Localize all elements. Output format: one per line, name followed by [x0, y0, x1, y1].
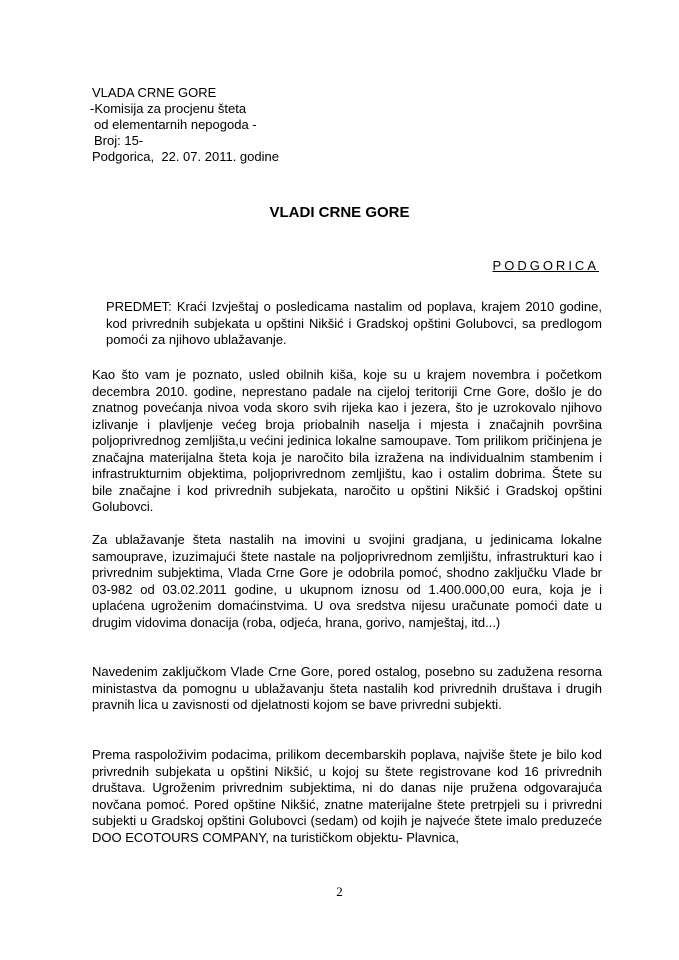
subject-text: Kraći Izvještaj o posledicama nastalim od poplava, krajem 2010 godine, kod privrednih subjekata u opštini Nikšić i Gradskoj opštini Golubovci, sa predlogom pomoći za njihovo ublažavanje.: [106, 299, 602, 347]
subject-label: PREDMET:: [106, 299, 172, 314]
letterhead-commission: -Komisija za procjenu šteta: [90, 101, 247, 116]
subject-block: [106, 299, 602, 349]
body-paragraph: Navedenim zaključkom Vlade Crne Gore, pored ostalog, posebno su zadužena resorna ministastva da pomognu u ublažavanju šteta nastalih kod privrednih društava i drugih pravnih lica u zavisnosti od djelatnosti kojom se bave privredni subjekti.: [92, 664, 602, 712]
letterhead-number: Broj: 15-: [94, 133, 144, 148]
recipient-title: VLADI CRNE GORE: [269, 204, 410, 221]
letterhead-date: Podgorica, 22. 07. 2011. godine: [92, 149, 279, 164]
letterhead-commission-cont: od elementarnih nepogoda -: [94, 117, 257, 132]
page-number: 2: [336, 884, 343, 899]
body-paragraph: Prema raspoloživim podacima, prilikom decembarskih poplava, najviše štete je bilo kod privrednih subjekata u opštini Nikšić, u kojoj su štete registrovane kod 16 privrednih društava. Ugroženim privrednim subjektima, ni do danas nije pružena odgovarajuća novčana pomoć. Pored opštine Nikšić, znatne materijalne štete pretrpjeli su i privredni subjekti u Gradskoj opštini Golubovci (sedam) od kojih je najveće štete imalo preduzeće DOO ECOTOURS COMPANY, na turističkom objektu- Plavnica,: [92, 747, 602, 845]
body-paragraph: Za ublažavanje šteta nastalih na imovini u svojini gradjana, u jedinicama lokalne samouprave, izuzimajući štete nastale na poljoprivrednom zemljištu, infrastrukturi kao i privrednim subjektima, Vlada Crne Gore je odobrila pomoć, shodno zaključku Vlade br 03-982 od 03.02.2011 godine, u ukupnom iznosu od 1.400.000,00 eura, koja je i uplaćena ugroženim domaćinstvima. U ova sredstva nijesu uračunate pomoći date u drugim vidovima donacija (roba, odjeća, hrana, gorivo, namještaj, itd...): [92, 532, 602, 630]
letterhead-government: VLADA CRNE GORE: [92, 85, 217, 100]
letterhead: [92, 85, 279, 165]
recipient-city: PODGORICA: [492, 258, 599, 273]
body-paragraph: Kao što vam je poznato, usled obilnih kiša, koje su u krajem novembra i početkom decembra 2010. godine, neprestano padale na cijeloj teritoriji Crne Gore, došlo je do znatnog povećanja nivoa voda skoro svih rijeka kao i jezera, što je uzrokovalo njihovo izlivanje i plavljenje većeg broja priobalnih naselja i mjesta i značajnih površina poljoprivrednog zemljišta,u većini jedinica lokalne samoupave. Tom prilikom pričinjena je značajna materijalna šteta koja je naročito bila izražena na individualnim stambenim i infrastrukturnim objektima, poljoprivrednom zemljištu, kao i ostalim dobrima. Štete su bile značajne i kod privrednih subjekata, naročito u opštini Nikšić i Gradskoj opštini Golubovci.: [92, 367, 602, 514]
